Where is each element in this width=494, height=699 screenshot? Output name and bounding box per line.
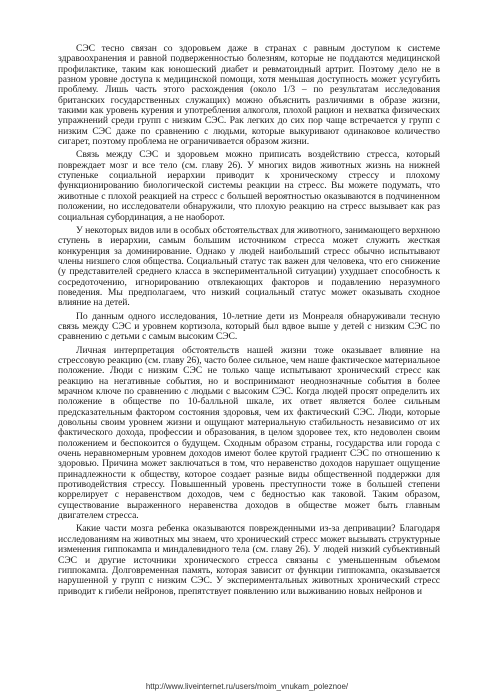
source-url-watermark: http://www.liveinternet.ru/users/moim_vnukam_poleznoe/ — [145, 682, 349, 691]
paragraph-3: У некоторых видов или в особых обстоятельствах для животного, занимающего верхнюю ступень в иерархии, самым большим источником стресса может служить жесткая конкуренция за доминирование. Однако у людей наибольший стресс обычно испытывают члены низшего слоя общества. Социальный статус так важен для человека, что его снижение (у представителей среднего класса в экспериментальной ситуации) ухудшает способность к сосредоточению, игнорированию отвлекающих факторов и подавлению неразумного поведения. Мы предполагаем, что низкий социальный статус может оказывать сходное влияние на детей. — [58, 224, 440, 309]
paragraph-4: По данным одного исследования, 10-летние дети из Монреаля обнаруживали тесную связь между СЭС и уровнем кортизола, который был вдвое выше у детей с низким СЭС по сравнению с детьми с самым высоким СЭС. — [58, 310, 440, 343]
paragraph-1: СЭС тесно связан со здоровьем даже в странах с равным доступом к системе здравоохранения и равной подверженностью болезням, которые не поддаются медицинской профилактике, таким как юношеский диабет и ревматоидный артрит. Поэтому дело не в разном уровне доступа к медицинской помощи, хотя меньшая доступность может усугубить проблему. Лишь часть этого расхождения (около 1/3 – по результатам исследования британских государственных служащих) можно объяснить различиями в образе жизни, такими как уровень курения и употребления алкоголя, плохой рацион и нехватка физических упражнений среди групп с низким СЭС. Рак легких до сих пор чаще встречается у групп с низким СЭС даже по сравнению с людьми, которые выкуривают одинаковое количество сигарет, поэтому проблема не ограничивается образом жизни. — [58, 43, 440, 148]
document-page — [58, 44, 440, 597]
paragraph-6: Какие части мозга ребенка оказываются поврежденными из-за депривации? Благодаря исследованиям на животных мы знаем, что хронический стресс может вызывать структурные изменения гиппокампа и миндалевидного тела (см. главу 26). У людей низкий субъективный СЭС и другие источники хронического стресса связаны с уменьшенным объемом гиппокампа. Долговременная память, которая зависит от функции гиппокампа, оказывается нарушенной у групп с низким СЭС. У экспериментальных животных хронический стресс приводит к гибели нейронов, препятствует появлению или выживанию новых нейронов и — [58, 523, 440, 597]
paragraph-5: Личная интерпретация обстоятельств нашей жизни тоже оказывает влияние на стрессовую реакцию (см. главу 26), часто более сильное, чем наше фактическое материальное положение. Люди с низким СЭС не только чаще испытывают хронический стресс как реакцию на негативные события, но и воспринимают неоднозначные события в более мрачном ключе по сравнению с людьми с высоким СЭС. Когда людей просят определить их положение в обществе по 10-балльной шкале, их ответ является более сильным предсказательным фактором состояния здоровья, чем их фактический СЭС. Люди, которые довольны своим уровнем жизни и ощущают материальную стабильность независимо от их фактического дохода, профессии и образования, в целом здоровее тех, кто недоволен своим положением и беспокоится о будущем. Сходным образом страны, государства или города с очень неравномерным уровнем доходов имеют более крутой градиент СЭС по отношению к здоровью. Причина может заключаться в том, что неравенство доходов нарушает ощущение принадлежности к обществу, которое создает разные виды общественной поддержки для противодействия стрессу. Повышенный уровень преступности тоже в большей степени коррелирует с неравенством доходов, чем с бедностью как таковой. Таким образом, существование выраженного неравенства доходов в обществе может быть главным двигателем стресса. — [58, 344, 440, 522]
paragraph-2: Связь между СЭС и здоровьем можно приписать воздействию стресса, который повреждает мозг и все тело (см. главу 26). У многих видов животных жизнь на нижней ступеньке социальной иерархии приводит к хроническому стрессу и плохому функционированию биологической системы реакции на стресс. Вы можете подумать, что животные с плохой реакцией на стресс с большей вероятностью оказываются в подчиненном положении, но исследователи обнаружили, что плохую реакцию на стресс вызывает как раз социальная субординация, а не наоборот. — [58, 149, 440, 223]
